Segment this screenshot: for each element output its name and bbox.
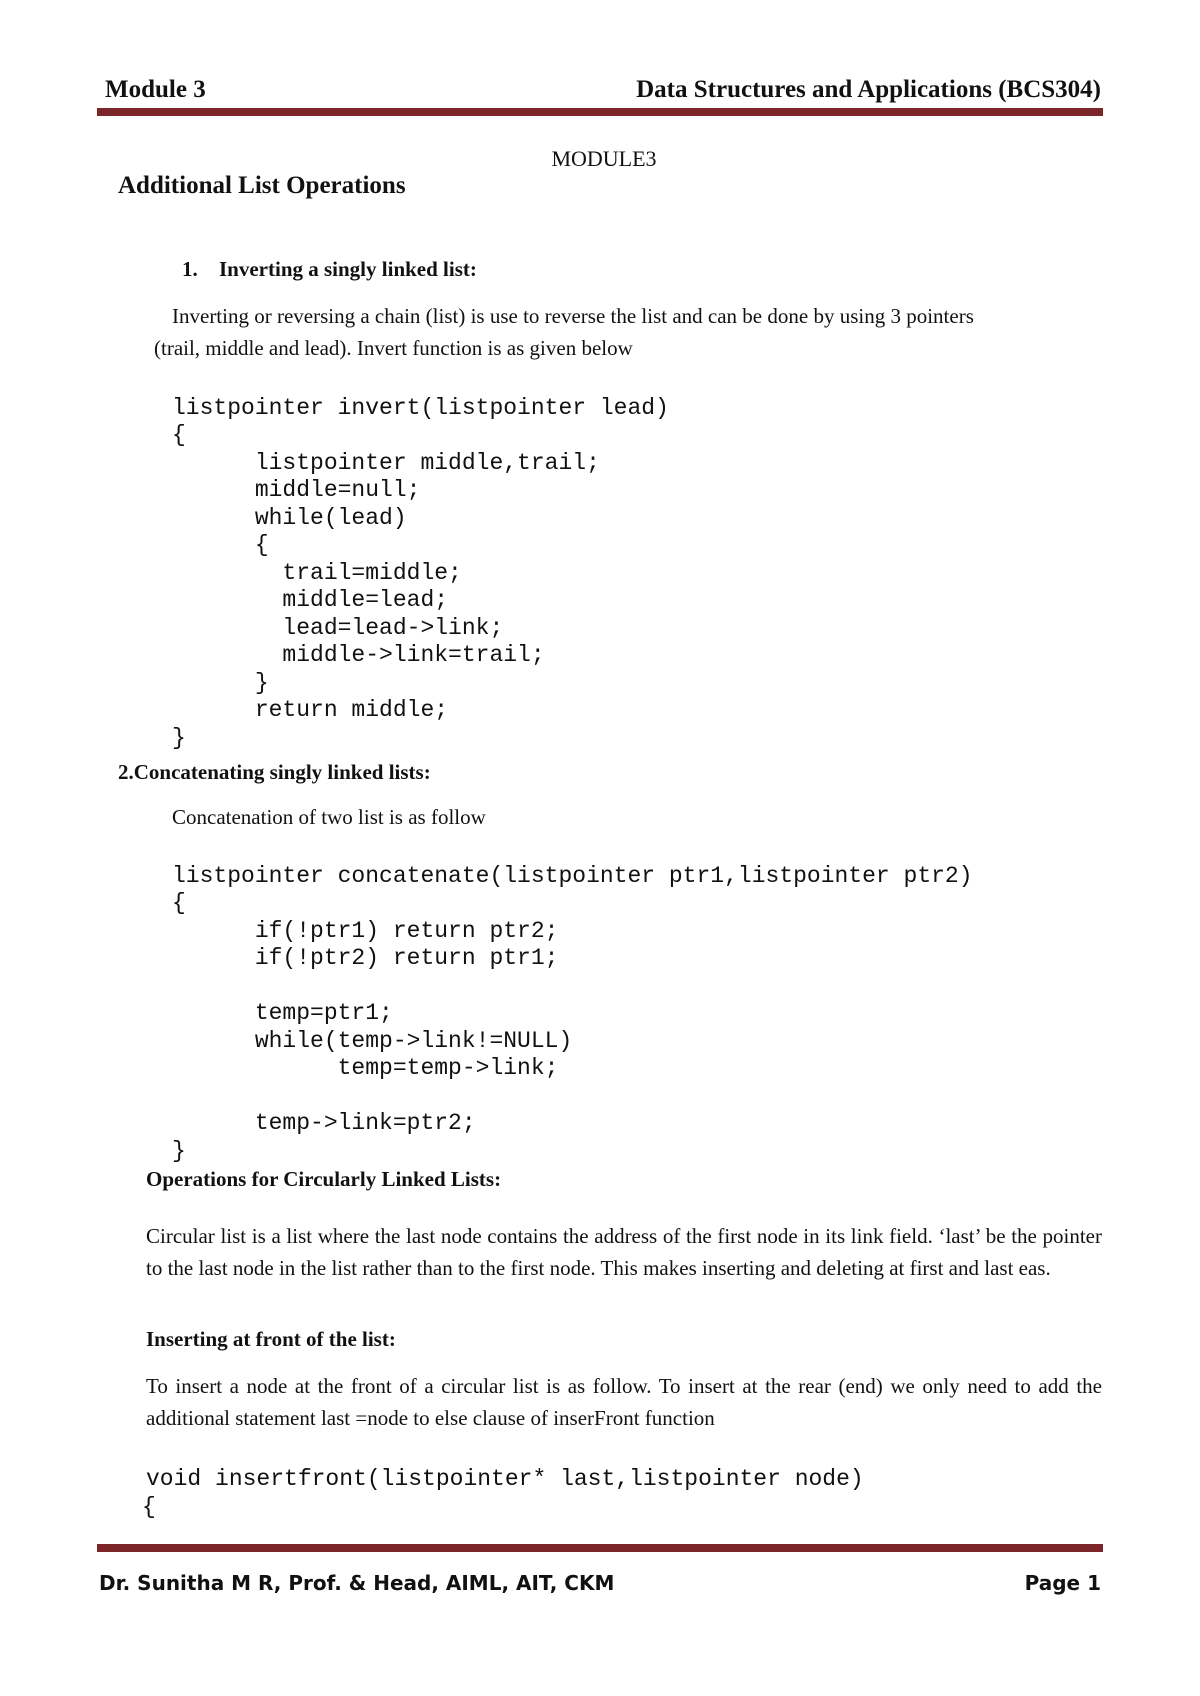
code-line: if(!ptr1) return ptr2; [172, 917, 559, 944]
code-line: } [172, 724, 186, 751]
invert-code-block [172, 367, 669, 780]
code-line: trail=middle; [172, 559, 462, 586]
section-1-title: Inverting a singly linked list: [219, 257, 477, 281]
concatenate-code-block [172, 835, 973, 1193]
insert-front-title: Inserting at front of the list: [146, 1327, 396, 1351]
code-line: void insertfront(listpointer* last,listpointer node) [146, 1466, 864, 1492]
footer-author: Dr. Sunitha M R, Prof. & Head, AIML, AIT, CKM [99, 1571, 615, 1595]
code-line: temp=temp->link; [172, 1055, 559, 1081]
module-label: MODULE3 [551, 146, 657, 171]
code-line: { [172, 532, 269, 558]
code-line [172, 973, 973, 1001]
section-1-paragraph-line-2: (trail, middle and lead). Invert function is as given below [154, 336, 633, 360]
code-line: return middle; [172, 697, 449, 723]
footer-page-number: Page 1 [1024, 1571, 1101, 1595]
code-line: middle=lead; [172, 587, 449, 613]
footer-rule [97, 1544, 1103, 1552]
page-heading: Additional List Operations [118, 172, 406, 199]
section-1-number: 1. [182, 257, 198, 281]
code-line: lead=lead->link; [172, 614, 504, 641]
code-line: listpointer concatenate(listpointer ptr1,listpointer ptr2) [172, 862, 973, 889]
code-line: } [172, 669, 269, 696]
code-line: temp=ptr1; [172, 1000, 393, 1026]
header-rule [97, 108, 1103, 116]
code-line: } [172, 1137, 186, 1164]
code-line: { [172, 422, 186, 448]
circular-section-title: Operations for Circularly Linked Lists: [146, 1167, 502, 1191]
code-line: listpointer invert(listpointer lead) [172, 394, 669, 421]
section-2-intro: Concatenation of two list is as follow [172, 805, 486, 829]
insertfront-code-block [142, 1437, 864, 1549]
code-line: temp->link=ptr2; [172, 1110, 476, 1136]
insert-front-paragraph: To insert a node at the front of a circular list is as follow. To insert at the rear (end) we only need to add the additional statement last =node to else clause of inserFront function [146, 1374, 1102, 1430]
section-1-paragraph-line-1: Inverting or reversing a chain (list) is use to reverse the list and can be done by using 3 pointers [172, 304, 974, 328]
code-line: middle->link=trail; [172, 642, 545, 668]
code-line: { [172, 890, 186, 916]
code-line: listpointer middle,trail; [172, 449, 600, 476]
code-line: if(!ptr2) return ptr1; [172, 945, 559, 971]
header-module: Module 3 [105, 76, 206, 103]
section-2-title: 2.Concatenating singly linked lists: [118, 760, 431, 784]
code-line: while(lead) [172, 504, 407, 531]
code-line [172, 1083, 973, 1111]
header-course-title: Data Structures and Applications (BCS304) [636, 76, 1101, 103]
code-line: middle=null; [172, 477, 421, 503]
code-line: while(temp->link!=NULL) [172, 1027, 573, 1054]
code-line: { [142, 1494, 156, 1520]
circular-paragraph: Circular list is a list where the last node contains the address of the first node in its link field. ‘last’ be the pointer to the last node in the list rather than to the first node. This makes inserting and deleting at first and last eas. [146, 1224, 1102, 1280]
